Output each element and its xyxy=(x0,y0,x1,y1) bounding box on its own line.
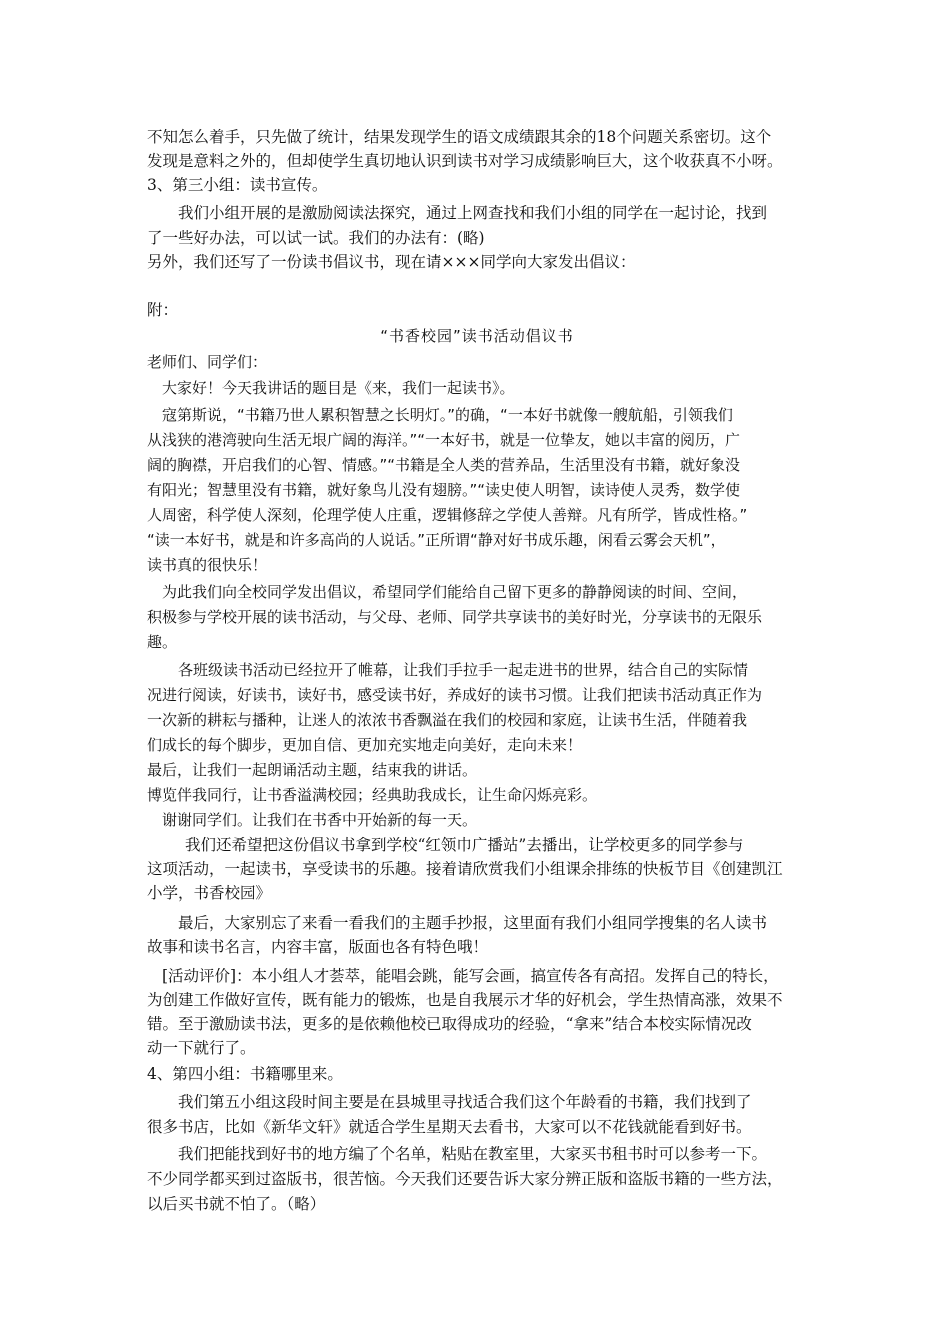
section-heading: 4、第四小组：书籍哪里来。 xyxy=(147,1065,343,1083)
evaluation-line: [活动评价]：本小组人才荟萃，能唱会跳，能写会画，搞宣传各有高招。发挥自己的特长， xyxy=(162,967,779,985)
proposal-line: 况进行阅读，好读书，读好书，感受读书好，养成好的读书习惯。让我们把读书活动真正作为 xyxy=(147,686,763,704)
text-line: 我们第五小组这段时间主要是在县城里寻找适合我们这个年龄看的书籍，我们找到了 xyxy=(178,1093,752,1111)
text-line: 动一下就行了。 xyxy=(147,1039,256,1057)
text-line: 我们小组开展的是激励阅读法探究，通过上网查找和我们小组的同学在一起讨论，找到 xyxy=(178,204,768,222)
proposal-line: 人周密，科学使人深刻，伦理学使人庄重，逻辑修辞之学使人善辩。凡有所学，皆成性格。” xyxy=(147,506,748,524)
proposal-line: 各班级读书活动已经拉开了帷幕，让我们手拉手一起走进书的世界，结合自己的实际情 xyxy=(178,661,749,679)
proposal-line: 阔的胸襟，开启我们的心智、情感。”“书籍是全人类的营养品，生活里没有书籍，就好象没 xyxy=(147,456,741,474)
proposal-line: 老师们、同学们： xyxy=(147,353,268,371)
text-line: 故事和读书名言，内容丰富，版面也各有特色哦！ xyxy=(147,938,489,956)
proposal-line: 读书真的很快乐！ xyxy=(147,556,268,574)
proposal-line: 积极参与学校开展的读书活动，与父母、老师、同学共享读书的美好时光，分享读书的无限乐 xyxy=(147,608,763,626)
proposal-line: 趣。 xyxy=(147,633,178,651)
text-line: 最后，大家别忘了来看一看我们的主题手抄报，这里面有我们小组同学搜集的名人读书 xyxy=(178,914,768,932)
text-line: 不知怎么着手，只先做了统计，结果发现学生的语文成绩跟其余的18个问题关系密切。这个 xyxy=(147,128,772,146)
appendix-label: 附： xyxy=(147,301,179,319)
text-line: 了一些好办法，可以试一试。我们的办法有：(略) xyxy=(147,229,485,247)
text-line: 另外，我们还写了一份读书倡议书，现在请×××同学向大家发出倡议： xyxy=(147,253,636,271)
text-line: 不少同学都买到过盗版书，很苦恼。今天我们还要告诉大家分辨正版和盗版书籍的一些方法， xyxy=(147,1170,783,1188)
proposal-line: 博览伴我同行，让书香溢满校园；经典助我成长，让生命闪烁亮彩。 xyxy=(147,786,598,804)
proposal-line: 寇第斯说，“书籍乃世人累积智慧之长明灯。”的确，“一本好书就像一艘航船，引领我们 xyxy=(162,406,733,424)
text-line: 我们还希望把这份倡议书拿到学校“红领巾广播站”去播出，让学校更多的同学参与 xyxy=(185,836,744,854)
section-heading: 3、第三小组：读书宣传。 xyxy=(147,176,328,194)
text-line: 我们把能找到好书的地方编了个名单，粘贴在教室里，大家买书租书时可以参考一下。 xyxy=(178,1145,768,1163)
proposal-line: 们成长的每个脚步，更加自信、更加充实地走向美好，走向未来！ xyxy=(147,736,583,754)
text-line: 发现是意料之外的，但却使学生真切地认识到读书对学习成绩影响巨大，这个收获真不小呀。 xyxy=(147,152,783,170)
proposal-line: 一次新的耕耘与播种，让迷人的浓浓书香飘溢在我们的校园和家庭，让读书生活，伴随着我 xyxy=(147,711,748,729)
text-line: 为创建工作做好宣传，既有能力的锻炼，也是自我展示才华的好机会，学生热情高涨，效果不 xyxy=(147,991,783,1009)
proposal-title: “书香校园”读书活动倡议书 xyxy=(380,327,574,345)
proposal-line: 有阳光；智慧里没有书籍，就好象鸟儿没有翅膀。”“读史使人明智，读诗使人灵秀，数学使 xyxy=(147,481,741,499)
text-line: 小学，书香校园》 xyxy=(147,884,272,902)
proposal-line: 谢谢同学们。让我们在书香中开始新的每一天。 xyxy=(162,811,478,829)
text-line: 以后买书就不怕了。（略） xyxy=(147,1195,326,1213)
text-line: 很多书店，比如《新华文轩》就适合学生星期天去看书，大家可以不花钱就能看到好书。 xyxy=(147,1118,752,1136)
proposal-line: 大家好！今天我讲话的题目是《来，我们一起读书》。 xyxy=(162,379,515,397)
proposal-line: 从浅狭的港湾驶向生活无垠广阔的海洋。”“一本好书，就是一位挚友，她以丰富的阅历，广 xyxy=(147,431,741,449)
proposal-line: 最后，让我们一起朗诵活动主题，结束我的讲话。 xyxy=(147,761,478,779)
proposal-line: 为此我们向全校同学发出倡议，希望同学们能给自己留下更多的静静阅读的时间、空间， xyxy=(162,583,748,601)
proposal-line: “读一本好书，就是和许多高尚的人说话。”正所谓“静对好书成乐趣，闲看云雾会天机”， xyxy=(147,531,726,549)
text-line: 错。至于激励读书法，更多的是依赖他校已取得成功的经验，“拿来”结合本校实际情况改 xyxy=(147,1015,752,1033)
text-line: 这项活动，一起读书，享受读书的乐趣。接着请欣赏我们小组课余排练的快板节目《创建凯江 xyxy=(147,860,783,878)
